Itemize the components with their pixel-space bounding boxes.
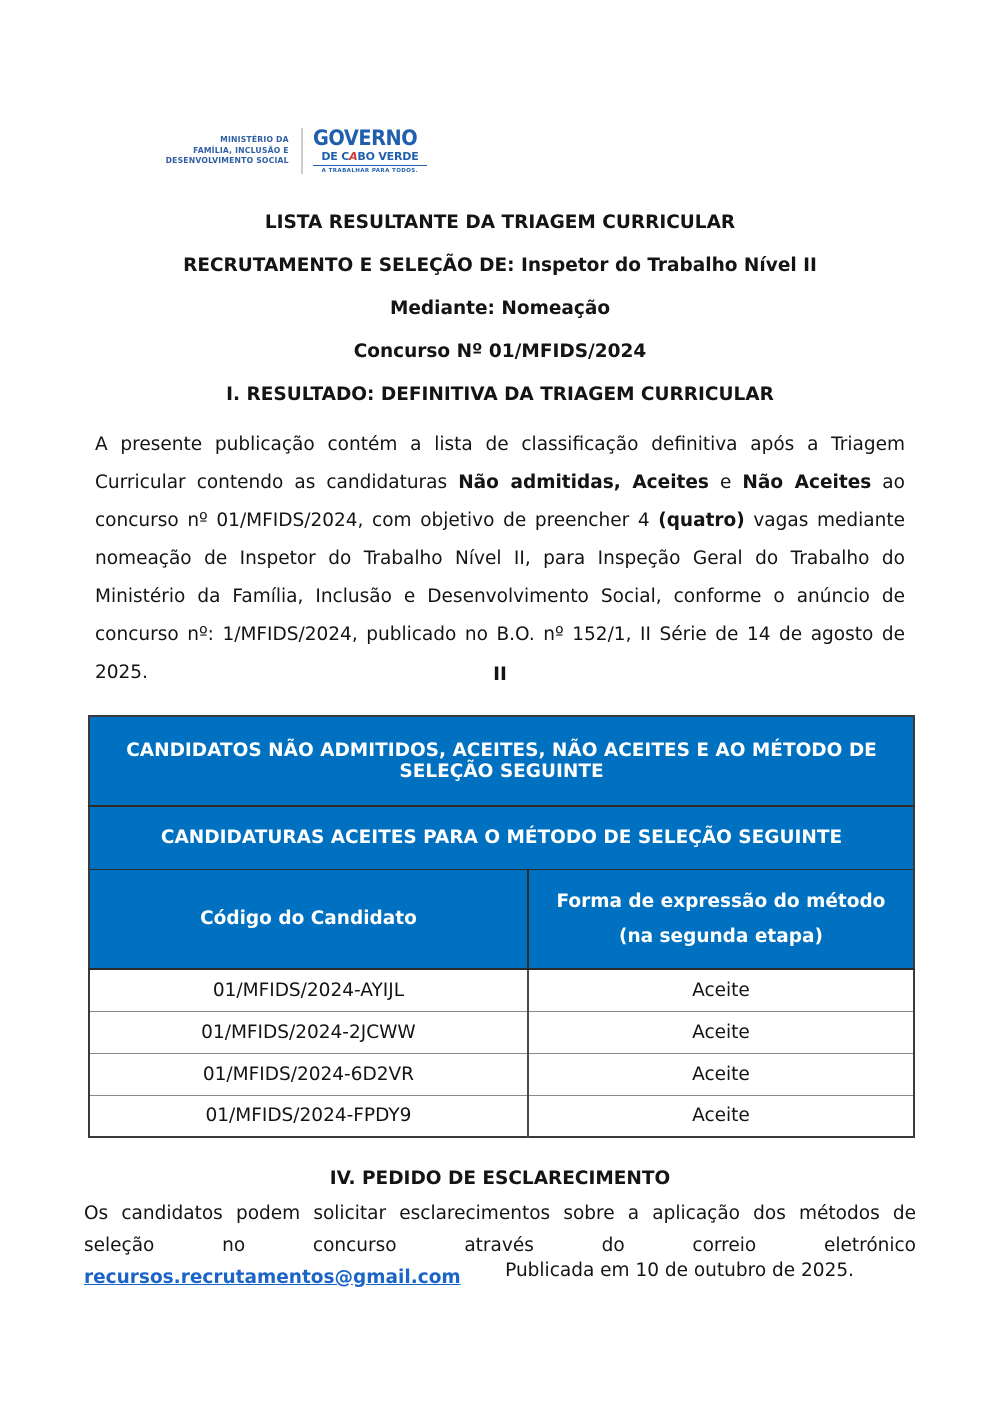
table-row [89, 1011, 914, 1053]
bold-nao-admitidas-aceites: Não admitidas, Aceites [458, 472, 709, 493]
table-row [89, 1095, 914, 1137]
recruitment-subtitle: RECRUTAMENTO E SELEÇÃO DE: Inspetor do Trabalho Nível II [183, 255, 817, 276]
column-header-forma: Forma de expressão do método (na segunda etapa) [528, 869, 914, 969]
table-band-candidatos [89, 716, 914, 806]
candidate-code: 01/MFIDS/2024-2JCWW [89, 1011, 528, 1053]
intro-paragraph: A presente publicação contém a lista de classificação definitiva após a Triagem Curricular contendo as candidaturas Não admitidas, Aceites e Não Aceites ao concurso nº 01/MFIDS/2024, com objetivo de preencher 4 (quatro) vagas mediante nomeação de Inspetor do Trabalho Nível II, para Inspeção Geral do Trabalho do Ministério da Família, Inclusão e Desenvolvimento Social, conforme o anúncio de concurso nº: 1/MFIDS/2024, publicado no B.O. nº 152/1, II Série de 14 de agosto de 2025. [95, 434, 905, 683]
candidates-table [88, 715, 915, 1138]
publication-date: Publicada em 10 de outubro de 2025. [505, 1260, 854, 1281]
bold-quatro: (quatro) [658, 510, 745, 531]
table-band-candidaturas-label: CANDIDATURAS ACEITES PARA O MÉTODO DE SELEÇÃO SEGUINTE [89, 806, 914, 869]
table-band-candidaturas-aceites [89, 806, 914, 869]
logo-divider [301, 128, 303, 174]
table-band-candidatos-label: CANDIDATOS NÃO ADMITIDOS, ACEITES, NÃO ACEITES E AO MÉTODO DE SELEÇÃO SEGUINTE [89, 716, 914, 806]
ministry-line: FAMÍLIA, INCLUSÃO E [193, 145, 289, 155]
candidate-status: Aceite [528, 1011, 914, 1053]
candidate-status: Aceite [528, 969, 914, 1011]
cabo-verde-wordmark: DE CABO VERDE [321, 150, 419, 163]
logo-tagline: A TRABALHAR PARA TODOS. [313, 165, 426, 174]
clarification-paragraph: Os candidatos podem solicitar esclarecimentos sobre a aplicação dos métodos de seleção no concurso através do correio eletrónico recursos.recrutamentos@gmail.com [84, 1203, 916, 1288]
candidate-status: Aceite [528, 1053, 914, 1095]
table-column-headers [89, 869, 914, 969]
government-logo [163, 128, 427, 174]
table-row [89, 969, 914, 1011]
document-title: LISTA RESULTANTE DA TRIAGEM CURRICULAR [264, 212, 736, 233]
recursos-email-link[interactable]: recursos.recrutamentos@gmail.com [84, 1267, 461, 1288]
governo-cabo-verde-logo [313, 128, 426, 174]
section-1-title: I. RESULTADO: DEFINITIVA DA TRIAGEM CURRICULAR [226, 384, 774, 405]
ministry-line: MINISTÉRIO DA [220, 134, 289, 144]
ministry-line: DESENVOLVIMENTO SOCIAL [165, 156, 289, 166]
table-row [89, 1053, 914, 1095]
document-headings [0, 212, 1000, 427]
section-2-marker: II [493, 664, 507, 685]
section-4-title: IV. PEDIDO DE ESCLARECIMENTO [329, 1168, 671, 1189]
candidate-code: 01/MFIDS/2024-AYIJL [89, 969, 528, 1011]
mediante-line: Mediante: Nomeação [389, 298, 611, 319]
red-swoosh-letter: A [349, 150, 358, 163]
candidate-code: 01/MFIDS/2024-FPDY9 [89, 1095, 528, 1137]
column-header-codigo: Código do Candidato [89, 869, 528, 969]
concurso-number: Concurso Nº 01/MFIDS/2024 [353, 341, 647, 362]
bold-nao-aceites: Não Aceites [742, 472, 872, 493]
ministry-name [166, 135, 289, 167]
governo-wordmark: GOVERNO [313, 126, 418, 150]
candidate-status: Aceite [528, 1095, 914, 1137]
candidate-code: 01/MFIDS/2024-6D2VR [89, 1053, 528, 1095]
